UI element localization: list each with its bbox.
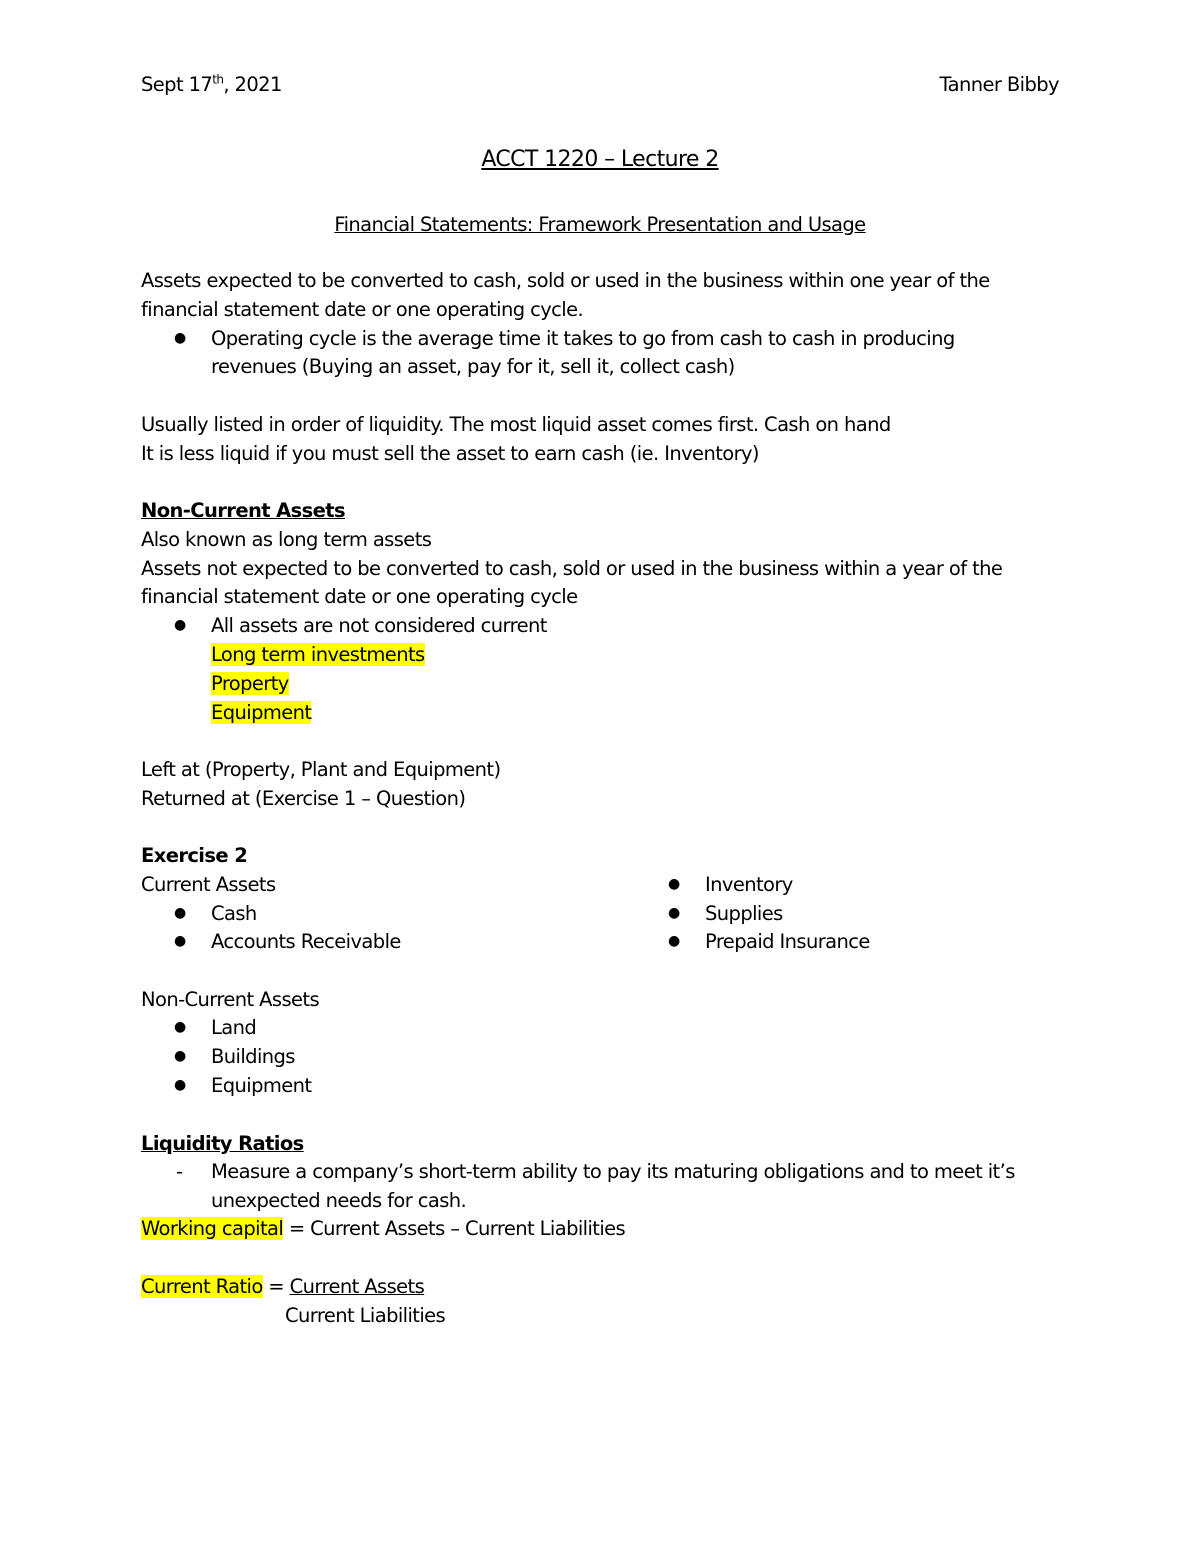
highlighted-item — [211, 698, 311, 727]
bullet-icon: ● — [668, 876, 681, 892]
highlighted-item — [211, 669, 289, 698]
liquidity-order-line-1: Usually listed in order of liquidity. The most liquid asset comes first. Cash on hand — [141, 413, 891, 436]
bullet-icon: ● — [174, 330, 187, 346]
fraction-numerator: Current Assets — [289, 1275, 425, 1298]
non-current-heading: Non-Current Assets — [141, 499, 345, 522]
working-capital-term: Working capital — [141, 1217, 284, 1240]
bullet-icon: ● — [174, 1019, 187, 1035]
bullet-icon: ● — [174, 933, 187, 949]
exercise-heading: Exercise 2 — [141, 844, 248, 867]
non-current-line-2: Assets not expected to be converted to cash, sold or used in the business within a year of the — [141, 557, 1003, 580]
current-ratio-formula — [141, 1272, 424, 1301]
date-prefix: Sept 17 — [141, 73, 213, 96]
date-suffix: , 2021 — [223, 73, 282, 96]
bullet-icon: ● — [174, 905, 187, 921]
left-at-note: Left at (Property, Plant and Equipment) — [141, 758, 501, 781]
list-item: Inventory — [705, 873, 793, 896]
intro-line-2: financial statement date or one operating cycle. — [141, 298, 584, 321]
non-current-line-3: financial statement date or one operating cycle — [141, 585, 578, 608]
working-capital-formula — [141, 1214, 625, 1243]
liquidity-definition-line-1: Measure a company’s short-term ability to pay its maturing obligations and to meet it’s — [211, 1160, 1015, 1183]
non-current-assets-label: Non-Current Assets — [141, 988, 320, 1011]
dash-icon: - — [176, 1160, 183, 1183]
list-item: Supplies — [705, 902, 783, 925]
bullet-icon: ● — [668, 905, 681, 921]
non-current-line-1: Also known as long term assets — [141, 528, 432, 551]
list-item: Cash — [211, 902, 257, 925]
page-subtitle: Financial Statements: Framework Presentation and Usage — [334, 213, 866, 236]
bullet-icon: ● — [174, 1048, 187, 1064]
returned-at-note: Returned at (Exercise 1 – Question) — [141, 787, 466, 810]
highlight-long-term-investments: Long term investments — [211, 643, 425, 666]
list-item: Buildings — [211, 1045, 295, 1068]
date-superscript: th — [212, 72, 224, 87]
fraction-denominator: Current Liabilities — [285, 1304, 446, 1327]
current-ratio-term: Current Ratio — [141, 1275, 263, 1298]
intro-bullet-line-1: Operating cycle is the average time it takes to go from cash to cash in producing — [211, 327, 955, 350]
intro-bullet-line-2: revenues (Buying an asset, pay for it, sell it, collect cash) — [211, 355, 735, 378]
bullet-icon: ● — [668, 933, 681, 949]
header-date — [141, 70, 282, 99]
list-item: Accounts Receivable — [211, 930, 401, 953]
highlighted-item — [211, 640, 425, 669]
liquidity-order-line-2: It is less liquid if you must sell the asset to earn cash (ie. Inventory) — [141, 442, 759, 465]
bullet-icon: ● — [174, 617, 187, 633]
highlight-property: Property — [211, 672, 289, 695]
page-title: ACCT 1220 – Lecture 2 — [481, 147, 719, 172]
liquidity-definition-line-2: unexpected needs for cash. — [211, 1189, 467, 1212]
list-item: Prepaid Insurance — [705, 930, 870, 953]
current-assets-label: Current Assets — [141, 873, 276, 896]
working-capital-expression: = Current Assets – Current Liabilities — [283, 1217, 626, 1240]
intro-line-1: Assets expected to be converted to cash, sold or used in the business within one year of the — [141, 269, 990, 292]
liquidity-ratios-heading: Liquidity Ratios — [141, 1132, 304, 1155]
non-current-bullet: All assets are not considered current — [211, 614, 547, 637]
current-ratio-equals: = — [262, 1275, 290, 1298]
header-author: Tanner Bibby — [939, 73, 1059, 96]
list-item: Equipment — [211, 1074, 312, 1097]
highlight-equipment: Equipment — [211, 701, 312, 724]
bullet-icon: ● — [174, 1077, 187, 1093]
list-item: Land — [211, 1016, 257, 1039]
